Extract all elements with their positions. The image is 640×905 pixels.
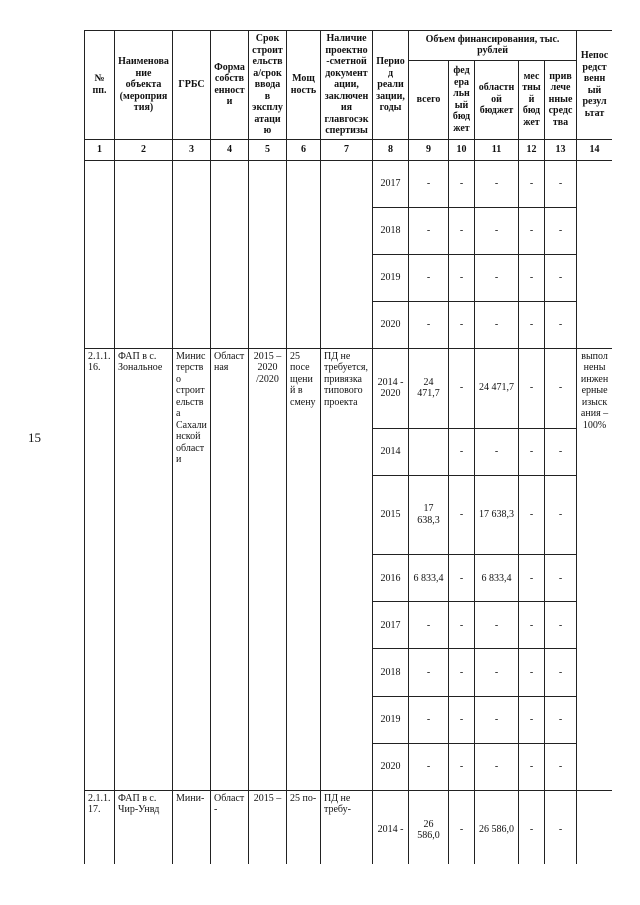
federal-cell: - (449, 743, 475, 790)
federal-cell: - (449, 555, 475, 602)
federal-cell: - (449, 696, 475, 743)
year-cell: 2017 (373, 602, 409, 649)
federal-cell: - (449, 207, 475, 254)
object-term: 2015 – (249, 790, 287, 864)
federal-cell: - (449, 602, 475, 649)
regional-cell: - (475, 160, 519, 207)
object-result: выполнены инженерные изыскания – 100% (577, 348, 612, 790)
header-name: Наименование объекта (мероприятия) (115, 31, 173, 140)
local-cell: - (519, 160, 545, 207)
year-cell: 2020 (373, 301, 409, 348)
column-number: 12 (519, 139, 545, 160)
table-row (85, 160, 613, 207)
column-number: 9 (409, 139, 449, 160)
year-cell: 2019 (373, 254, 409, 301)
column-number: 14 (577, 139, 612, 160)
object-capacity: 25 посещений в смену (287, 348, 321, 790)
attracted-cell: - (545, 428, 577, 475)
column-number: 13 (545, 139, 577, 160)
year-cell: 2014 - 2020 (373, 348, 409, 428)
local-cell: - (519, 790, 545, 864)
regional-cell: - (475, 207, 519, 254)
column-number: 1 (85, 139, 115, 160)
local-cell: - (519, 696, 545, 743)
header-federal: федеральный бюджет (449, 60, 475, 139)
local-cell: - (519, 602, 545, 649)
object-name: ФАП в с. Чир-Унвд (115, 790, 173, 864)
total-cell: - (409, 649, 449, 696)
header-period: Период реализации, годы (373, 31, 409, 140)
local-cell: - (519, 555, 545, 602)
header-financing: Объем финансирования, тыс. рублей (409, 31, 577, 61)
federal-cell: - (449, 301, 475, 348)
total-cell: 26 586,0 (409, 790, 449, 864)
year-cell: 2019 (373, 696, 409, 743)
object-grbs: Мини- (173, 790, 211, 864)
local-cell: - (519, 649, 545, 696)
total-cell: - (409, 743, 449, 790)
regional-cell: - (475, 602, 519, 649)
object-number: 2.1.1.16. (85, 348, 115, 790)
total-cell: - (409, 207, 449, 254)
page-number: 15 (28, 430, 41, 445)
prev-empty-cell (115, 160, 173, 348)
year-cell: 2018 (373, 207, 409, 254)
year-cell: 2018 (373, 649, 409, 696)
header-ownership: Форма собственности (211, 31, 249, 140)
financing-table (84, 30, 612, 864)
column-number: 2 (115, 139, 173, 160)
federal-cell: - (449, 790, 475, 864)
total-cell: 17 638,3 (409, 475, 449, 555)
object-ownership: Областная (211, 348, 249, 790)
attracted-cell: - (545, 348, 577, 428)
attracted-cell: - (545, 602, 577, 649)
attracted-cell: - (545, 696, 577, 743)
total-cell: - (409, 696, 449, 743)
regional-cell: 17 638,3 (475, 475, 519, 555)
header-total: всего (409, 60, 449, 139)
financing-table-wrapper (84, 30, 612, 864)
local-cell: - (519, 743, 545, 790)
regional-cell: 24 471,7 (475, 348, 519, 428)
federal-cell: - (449, 428, 475, 475)
year-cell: 2020 (373, 743, 409, 790)
regional-cell: - (475, 696, 519, 743)
header-term: Срок строительства/срок ввода в эксплуатацию (249, 31, 287, 140)
attracted-cell: - (545, 555, 577, 602)
header-num: № пп. (85, 31, 115, 140)
column-number: 10 (449, 139, 475, 160)
federal-cell: - (449, 254, 475, 301)
attracted-cell: - (545, 207, 577, 254)
attracted-cell: - (545, 790, 577, 864)
regional-cell: - (475, 428, 519, 475)
object-name: ФАП в с. Зональное (115, 348, 173, 790)
object-ownership: Област- (211, 790, 249, 864)
object-result (577, 790, 612, 864)
attracted-cell: - (545, 649, 577, 696)
local-cell: - (519, 475, 545, 555)
total-cell: - (409, 301, 449, 348)
object-capacity: 25 по- (287, 790, 321, 864)
attracted-cell: - (545, 160, 577, 207)
total-cell: 24 471,7 (409, 348, 449, 428)
prev-empty-cell (211, 160, 249, 348)
regional-cell: 6 833,4 (475, 555, 519, 602)
year-cell: 2014 - (373, 790, 409, 864)
table-row (85, 348, 613, 428)
total-cell: 6 833,4 (409, 555, 449, 602)
attracted-cell: - (545, 475, 577, 555)
federal-cell: - (449, 348, 475, 428)
year-cell: 2015 (373, 475, 409, 555)
column-number: 8 (373, 139, 409, 160)
table-row (85, 790, 613, 864)
column-number: 4 (211, 139, 249, 160)
year-cell: 2017 (373, 160, 409, 207)
object-design-docs: ПД не требу- (321, 790, 373, 864)
column-number: 11 (475, 139, 519, 160)
local-cell: - (519, 348, 545, 428)
prev-empty-cell (249, 160, 287, 348)
local-cell: - (519, 207, 545, 254)
attracted-cell: - (545, 301, 577, 348)
column-number-row (85, 139, 613, 160)
prev-empty-cell (287, 160, 321, 348)
total-cell: - (409, 160, 449, 207)
header-regional: областной бюджет (475, 60, 519, 139)
attracted-cell: - (545, 254, 577, 301)
column-number: 6 (287, 139, 321, 160)
object-grbs: Министерство строительства Сахалинской области (173, 348, 211, 790)
column-number: 7 (321, 139, 373, 160)
federal-cell: - (449, 475, 475, 555)
local-cell: - (519, 428, 545, 475)
year-cell: 2014 (373, 428, 409, 475)
object-number: 2.1.1.17. (85, 790, 115, 864)
regional-cell: - (475, 649, 519, 696)
header-attracted: привлеченные средства (545, 60, 577, 139)
header-result: Непосредственный результат (577, 31, 612, 140)
header-grbs: ГРБС (173, 31, 211, 140)
local-cell: - (519, 301, 545, 348)
object-design-docs: ПД не требуется, привязка типового проекта (321, 348, 373, 790)
local-cell: - (519, 254, 545, 301)
header-local: местный бюджет (519, 60, 545, 139)
prev-empty-cell (173, 160, 211, 348)
regional-cell: - (475, 301, 519, 348)
federal-cell: - (449, 160, 475, 207)
federal-cell: - (449, 649, 475, 696)
column-number: 5 (249, 139, 287, 160)
prev-empty-cell (577, 160, 612, 348)
regional-cell: - (475, 743, 519, 790)
prev-empty-cell (321, 160, 373, 348)
object-term: 2015 – 2020 /2020 (249, 348, 287, 790)
prev-empty-cell (85, 160, 115, 348)
column-number: 3 (173, 139, 211, 160)
regional-cell: 26 586,0 (475, 790, 519, 864)
year-cell: 2016 (373, 555, 409, 602)
attracted-cell: - (545, 743, 577, 790)
header-design-docs: Наличие проектно-сметной документации, заключения главгосэкспертизы (321, 31, 373, 140)
regional-cell: - (475, 254, 519, 301)
total-cell: - (409, 602, 449, 649)
total-cell (409, 428, 449, 475)
header-capacity: Мощность (287, 31, 321, 140)
total-cell: - (409, 254, 449, 301)
